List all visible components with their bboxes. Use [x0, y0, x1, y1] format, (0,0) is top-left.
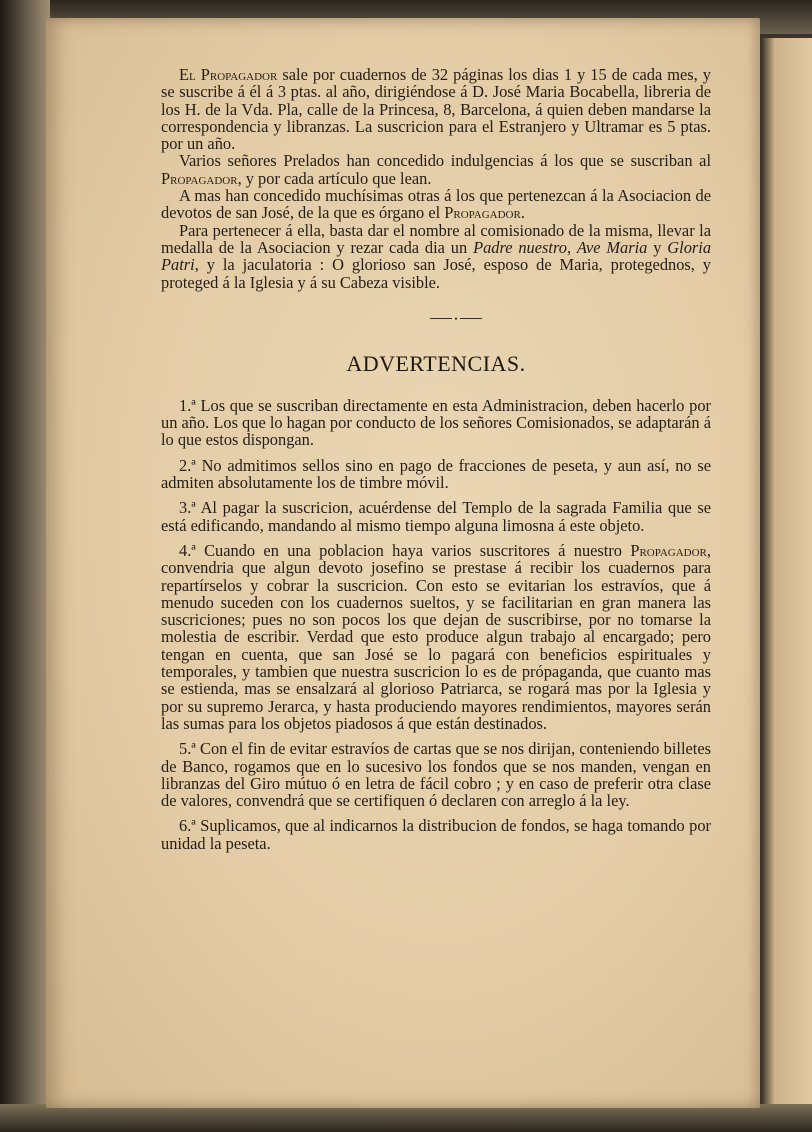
facing-page-edge — [762, 38, 812, 1108]
intro-paragraph-membership — [161, 222, 711, 291]
book-page — [46, 18, 760, 1108]
prayer-padre-nuestro: Padre nuestro — [473, 237, 567, 257]
rule-1: 1.ª Los que se suscriban directamente en esta Administracion, deben hacerlo por un año. Los que lo hagan por conducto de los señores Comisionados, se adaptarán á lo que estos dispongan. — [161, 395, 711, 450]
indulgences-text-start: Varios señores Prelados han concedido indulgencias á los que se suscriban al — [179, 151, 711, 171]
divider-line-left — [430, 318, 452, 319]
page-content — [161, 66, 711, 860]
publication-name: Propagador — [444, 203, 521, 223]
advertencias-list — [161, 397, 711, 852]
prayer-ave-maria: Ave Maria — [576, 237, 648, 257]
separator: y — [647, 237, 668, 257]
separator: , — [566, 237, 577, 257]
membership-text-start: Para pertenecer á ella, basta dar el nombre al comisionado de la misma, llevar la medalla de la Asociacion y rezar cada dia un — [161, 220, 711, 257]
rule-4-text-end: , convendria que algun devoto josefino se prestase á recibir los cuadernos para repartírselos y cobrar la suscricion. Con esto se evitarian los estravíos, que á menudo suceden con los cuadernos sueltos, y se facilitarian en gran manera las suscriciones; pues no son pocos los que dejan de suscribirse, por no tomarse la molestia de escribir. Verdad que esto produce algun trabajo al encargado; pero tengan en cuenta, que san José se lo pagará con beneficios espirituales y temporales, y tambien que nuestra suscricion lo es de própaganda, que cuanto mas se estienda, mas se ensalzará al glorioso Patriarca, se rogará mas por la Iglesia y por su supremo Jerarca, y hasta produciendo mayores rendimientos, mayores serán las sumas para los objetos piadosos á que están destinados. — [161, 540, 711, 733]
rule-5: 5.ª Con el fin de evitar estravíos de cartas que se nos dirijan, conteniendo billetes de Banco, rogamos que en lo sucesivo los fondos que se nos manden, vengan en libranzas del Giro mútuo ó en letra de fácil cobro ; y en caso de preferir otra clase de valores, convendrá que se certifiquen ó declaren con arreglo á la ley. — [161, 739, 711, 811]
intro-paragraph-association — [161, 187, 711, 222]
section-divider-ornament — [201, 314, 711, 324]
intro-paragraph-subscription — [161, 66, 711, 152]
prayer-gloria-patri: Gloria Patri — [161, 237, 712, 275]
association-text-end: . — [520, 203, 525, 223]
rule-4-text-start: 4.ª Cuando en una poblacion haya varios suscritores á nuestro — [179, 540, 631, 560]
rule-4 — [161, 542, 711, 732]
rule-6: 6.ª Suplicamos, que al indicarnos la distribucion de fondos, se haga tomando por unidad la peseta. — [161, 816, 711, 853]
section-heading: ADVERTENCIAS. — [346, 350, 526, 376]
divider-dot: • — [454, 313, 458, 324]
publication-name: Propagador — [630, 540, 707, 560]
book-binding-left — [0, 0, 50, 1132]
publication-name: Propagador — [161, 168, 238, 188]
intro-paragraph-indulgences — [161, 152, 711, 187]
publication-name: El Propagador — [179, 65, 278, 84]
membership-text-end: , y la jaculatoria : O glorioso san José, esposo de Maria, protegednos, y proteged á la Iglesia y á su Cabeza visible. — [161, 255, 711, 292]
book-binding-bottom — [0, 1104, 812, 1132]
divider-line-right — [460, 318, 482, 319]
subscription-text: sale por cuadernos de 32 páginas los dias 1 y 15 de cada mes, y se suscribe á él á 3 ptas. al año, dirigiéndose á D. José Maria Bocabella, libreria de los H. de la Vda. Pla, calle de la Princesa, 8, Barcelona, á quien deben mandarse la correspondencia y libranzas. La suscricion para el Estranjero y Ultramar es 5 ptas. por un año. — [161, 65, 711, 154]
association-text-start: A mas han concedido muchísimas otras á los que pertenezcan á la Asociacion de devotos de san José, de la que es órgano el — [161, 186, 711, 223]
rule-2: 2.ª No admitimos sellos sino en pago de fracciones de peseta, y aun así, no se admiten absolutamente los de timbre móvil. — [161, 455, 711, 493]
indulgences-text-end: , y por cada artículo que lean. — [237, 168, 432, 188]
rule-3: 3.ª Al pagar la suscricion, acuérdense del Templo de la sagrada Familia que se está edificando, mandando al mismo tiempo alguna limosna á este objeto. — [161, 498, 711, 535]
